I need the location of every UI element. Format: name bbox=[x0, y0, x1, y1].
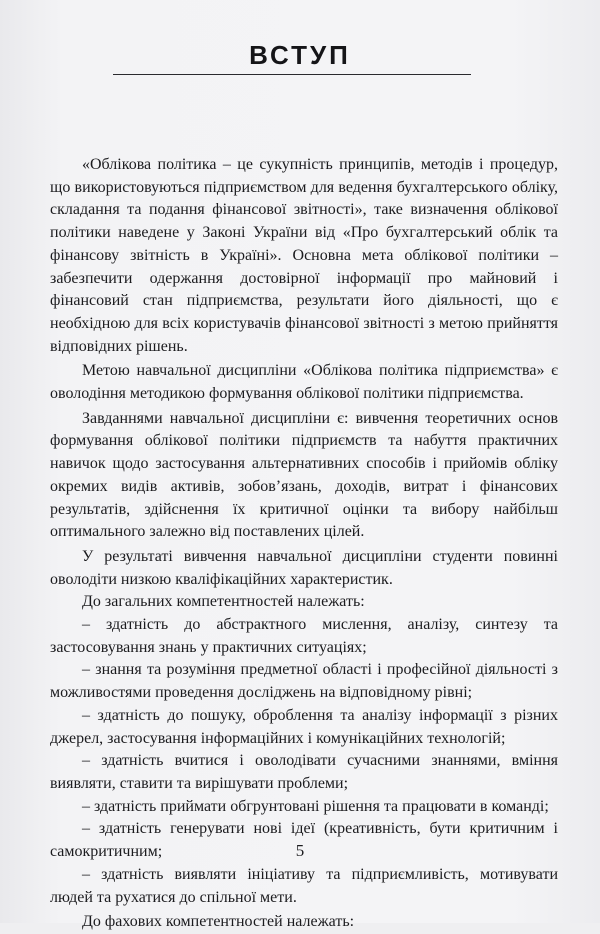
list-item: – знання та розуміння предметної області і професійної діяльності з можливостями проведення досліджень на відповідному рівні; bbox=[50, 661, 558, 702]
title-underline bbox=[113, 74, 471, 75]
page-title: ВСТУП bbox=[249, 40, 351, 70]
paragraph-tasks: Завданнями навчальної дисципліни є: вивчення теоретичних основ формування облікової політики підприємств та набуття практичних навичок щодо застосування альтернативних способів і прийомів обліку окремих видів активів, зобов’язань, доходів, витрат і фінансових результатів, здійснення їх критичної оцінки та вибору найбільш оптимального залежно від поставлених цілей. bbox=[50, 409, 558, 541]
paragraph-goal: Метою навчальної дисципліни «Облікова політика підприємства» є оволодіння методикою формування облікової політики підприємства. bbox=[50, 362, 558, 403]
paragraph-professional-competences: До фахових компетентностей належать: bbox=[82, 913, 355, 931]
list-item: – здатність до пошуку, оброблення та аналізу інформації з різних джерел, застосування інформаційних і комунікаційних технологій; bbox=[50, 706, 558, 747]
list-item: – здатність до абстрактного мислення, аналізу, синтезу та застосовування знань у практичних ситуаціях; bbox=[50, 616, 558, 656]
list-item: – здатність виявляти ініціативу та підприємливість, мотивувати людей та рухатися до спільної мети. bbox=[50, 865, 558, 906]
body-text bbox=[50, 154, 558, 934]
list-item: – здатність генерувати нові ідеї (креативність, бути критичним і самокритичним; bbox=[50, 820, 558, 861]
page-number: 5 bbox=[295, 841, 305, 860]
paragraph-general-competences: До загальних компетентностей належать: bbox=[82, 593, 365, 611]
list-item: – здатність вчитися і оволодівати сучасними знаннями, вміння виявляти, ставити та вирішувати проблеми; bbox=[50, 752, 558, 792]
list-item: – здатність приймати обгрунтовані рішення та працювати в команді; bbox=[82, 797, 549, 815]
paragraph-definition: «Облікова політика – це сукупність принципів, методів і процедур, що використовуються підприємством для ведення бухгалтерського обліку, складання та подання фінансової звітності», таке визначення облікової політики наведене у Законі України від «Про бухгалтерський облік та фінансову звітність в Україні». Основна мета облікової політики – забезпечити одержання достовірної інформації про майновий і фінансовий стан підприємства, результати його діяльності, що є необхідною для всіх користувачів фінансової звітності з метою прийняття відповідних рішень. bbox=[50, 156, 558, 355]
paragraph-result: У результаті вивчення навчальної дисципліни студенти повинні оволодіти низкою кваліфікаційних характеристик. bbox=[50, 547, 558, 588]
